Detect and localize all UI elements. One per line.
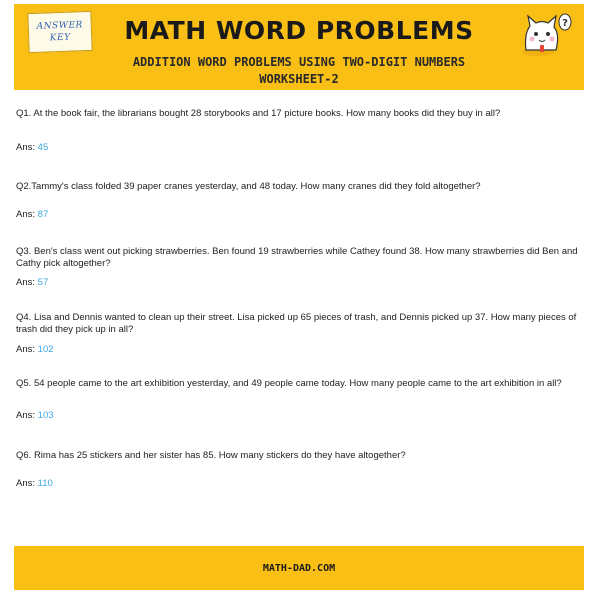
question-text-1: Q1. At the book fair, the librarians bought 28 storybooks and 17 picture books. How many books did they buy in all?	[16, 108, 501, 119]
answer-key-line2: KEY	[49, 32, 71, 44]
answer-4	[16, 344, 54, 356]
answer-5	[16, 410, 54, 422]
worksheet-footer	[14, 546, 584, 590]
answer-value: 57	[37, 277, 49, 288]
answer-value: 45	[37, 142, 49, 153]
answer-label: Ans:	[16, 478, 36, 489]
cartoon-cat-mascot-icon	[516, 10, 574, 58]
question-text-5: Q5. 54 people came to the art exhibition yesterday, and 49 people came today. How many people came to the art exhibition in all?	[16, 378, 562, 389]
question-text-6: Q6. Rima has 25 stickers and her sister has 85. How many stickers do they have altogether?	[16, 450, 406, 461]
answer-6	[16, 478, 53, 490]
answer-2	[16, 209, 48, 221]
answer-label: Ans:	[16, 277, 36, 288]
svg-text:?: ?	[562, 18, 568, 29]
subtitle-line2: WORKSHEET-2	[259, 72, 339, 86]
question-text-2: Q2.Tammy's class folded 39 paper cranes yesterday, and 48 today. How many cranes did they fold altogether?	[16, 181, 481, 192]
answer-label: Ans:	[16, 209, 36, 220]
answer-value: 87	[37, 209, 49, 220]
site-link[interactable]: MATH-DAD.COM	[262, 562, 336, 574]
answer-label: Ans:	[16, 142, 36, 153]
answer-value: 110	[37, 478, 53, 489]
answer-1	[16, 142, 48, 154]
question-text-3: Q3. Ben's class went out picking strawberries. Ben found 19 strawberries while Cathey found 38. How many strawberries did Ben and Cathy pick altogether?	[16, 246, 578, 269]
answer-value: 103	[37, 410, 54, 421]
answer-key-line1: ANSWER	[36, 20, 84, 32]
answer-label: Ans:	[16, 344, 36, 355]
answer-3	[16, 277, 48, 289]
page-subtitle	[14, 54, 584, 88]
question-text-4: Q4. Lisa and Dennis wanted to clean up their street. Lisa picked up 65 pieces of trash, and Dennis picked up 37. How many pieces of trash did they pick up in all?	[16, 312, 577, 335]
page-title: MATH WORD PROBLEMS	[124, 16, 474, 45]
worksheet-header	[14, 4, 584, 90]
subtitle-line1: ADDITION WORD PROBLEMS USING TWO-DIGIT NUMBERS	[132, 55, 466, 69]
answer-label: Ans:	[16, 410, 36, 421]
answer-value: 102	[37, 344, 54, 355]
